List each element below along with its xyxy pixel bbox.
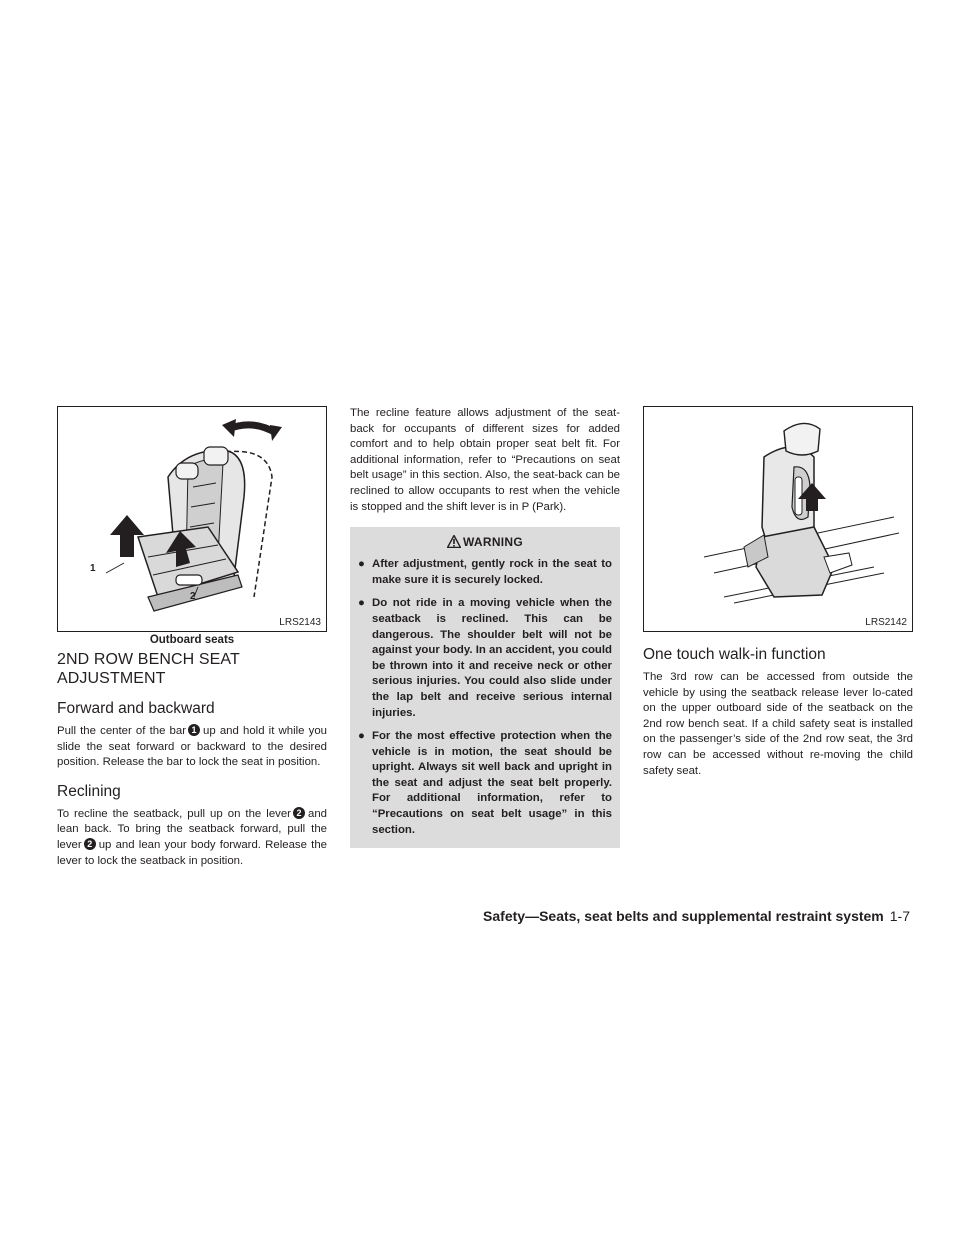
walk-in-heading: One touch walk-in function: [643, 646, 826, 663]
up-arrow-icon: [110, 515, 144, 557]
figure-code: LRS2143: [279, 617, 321, 628]
outboard-seats-figure: [57, 406, 327, 632]
callout-1: 1: [90, 563, 96, 574]
forward-backward-heading: Forward and backward: [57, 700, 215, 717]
reclining-text: To recline the seatback, pull up on the lever 2 and lean back. To bring the seatback forward, pull the lever 2 up and lean your body forward. Release the lever to lock the seatback in position.: [57, 807, 327, 867]
forward-backward-text: Pull the center of the bar 1 up and hold it while you slide the seat forward or backward to the desired position. Release the bar to lock the seat in position.: [57, 725, 327, 769]
warning-box: [350, 527, 620, 848]
callout-2: 2: [190, 591, 196, 602]
figure-caption: Outboard seats: [149, 634, 235, 646]
figure-code: LRS2142: [865, 617, 907, 628]
walk-in-seat-illustration: [644, 407, 912, 631]
section-title: 2ND ROW BENCH SEAT ADJUSTMENT: [57, 651, 240, 687]
warning-item: ● After adjustment, gently rock in the seat to make sure it is securely locked.: [358, 558, 612, 586]
warning-item: ● Do not ride in a moving vehicle when the seatback is reclined. This can be dangerous. The shoulder belt will not be against your body. In an accident, you could be thrown into it and receive neck or other serious injuries. You could also slide under the lap belt and receive serious internal injuries.: [358, 597, 612, 719]
recline-feature-paragraph: The recline feature allows adjustment of the seat-back for occupants of different sizes for added comfort and to help obtain proper seat belt fit. For additional information, refer to “Precautions on seat belt usage” in this section. Also, the seat-back can be reclined to allow occupants to rest when the vehicle is stopped and the shift lever is in P (Park).: [350, 407, 620, 513]
right-column: [643, 406, 913, 787]
callout-marker-1: 1: [188, 724, 200, 736]
page-footer: [454, 908, 910, 924]
callout-marker-2: 2: [293, 807, 305, 819]
callout-marker-2: 2: [84, 838, 96, 850]
warning-triangle-icon: [447, 535, 461, 548]
chapter-title: Safety—Seats, seat belts and supplemental restraint system: [483, 908, 884, 924]
warning-heading: WARNING: [358, 535, 612, 549]
warning-item: ● For the most effective protection when the vehicle is in motion, the seat should be upright. Always sit well back and upright in the seat and adjust the seat belt properly. For additional information, refer to “Precautions on seat belt usage” in this section.: [358, 730, 612, 836]
left-column: [57, 406, 327, 877]
walk-in-figure: [643, 406, 913, 632]
reclining-heading: Reclining: [57, 782, 121, 800]
middle-column: [350, 406, 620, 848]
page-number: 1-7: [889, 908, 910, 924]
walk-in-text: The 3rd row can be accessed from outside the vehicle by using the seatback release lever lo-cated on the upper outboard side of the seatback on the 2nd row bench seat. If a child safety seat is installed on the passenger’s side of the 2nd row seat, the 3rd row can be accessed without re-moving the child safety seat.: [643, 671, 913, 777]
